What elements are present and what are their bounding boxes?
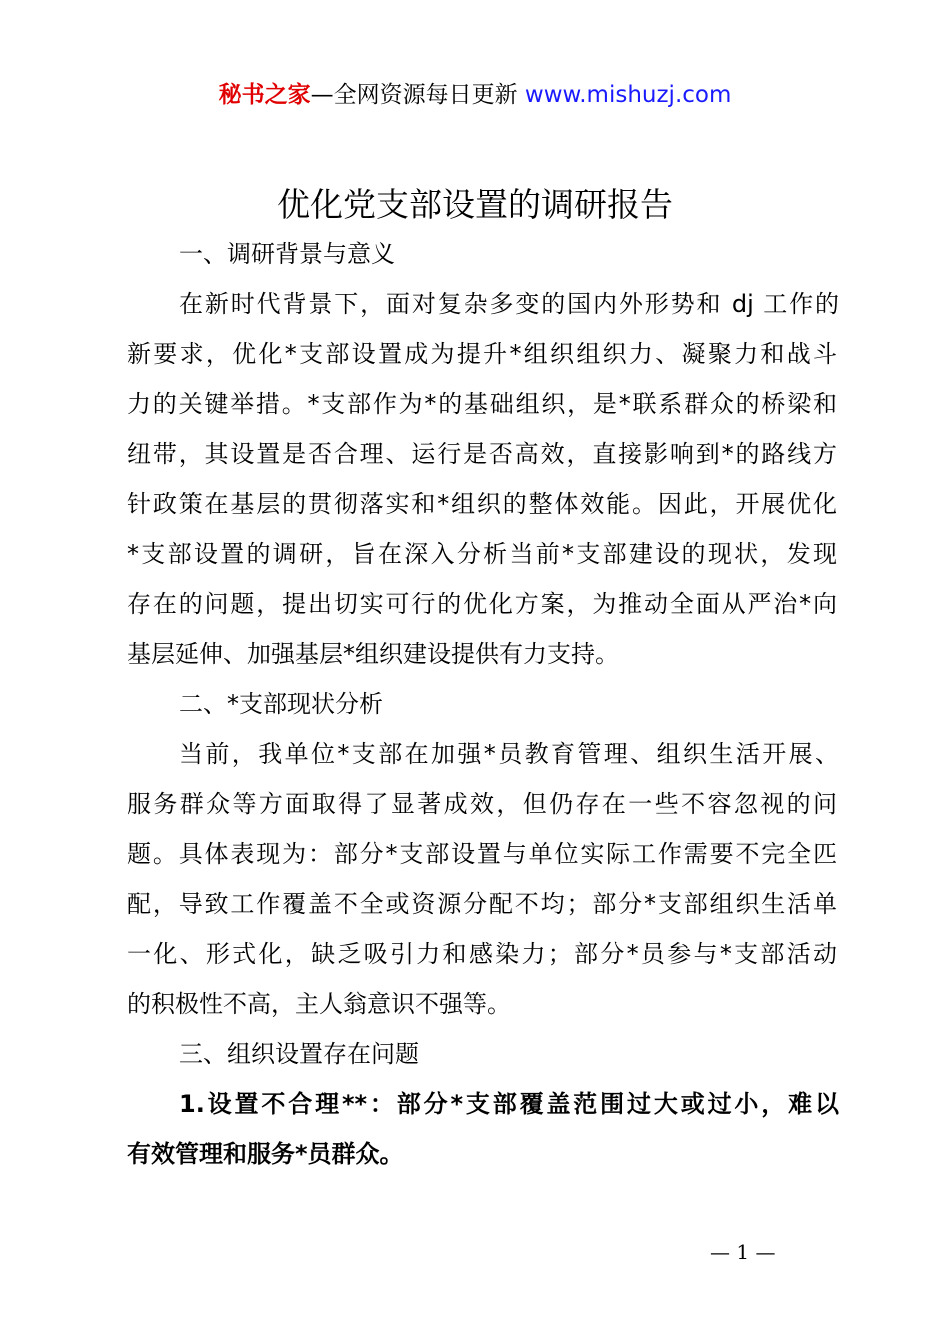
paragraph-line: 针政策在基层的贯彻落实和*组织的整体效能。因此，开展优化 (127, 490, 837, 518)
brand-name: 秘书之家 (218, 82, 311, 108)
paragraph-line: 在新时代背景下，面对复杂多变的国内外形势和 dj 工作的 (179, 290, 839, 318)
paragraph-line: 力的关键举措。*支部作为*的基础组织，是*联系群众的桥梁和 (127, 390, 837, 418)
page-number: — 1 — (710, 1240, 776, 1264)
paragraph-line: 基层延伸、加强基层*组织建设提供有力支持。 (127, 640, 619, 668)
paragraph-line: 一化、形式化，缺乏吸引力和感染力；部分*员参与*支部活动 (127, 940, 837, 968)
section-heading-3: 三、组织设置存在问题 (179, 1040, 419, 1068)
document-title: 优化党支部设置的调研报告 (277, 185, 673, 224)
site-url-link[interactable]: www.mishuzj.com (524, 82, 732, 108)
paragraph-line: 存在的问题，提出切实可行的优化方案，为推动全面从严治*向 (127, 590, 837, 618)
site-header-banner (0, 78, 950, 112)
paragraph-line: 题。具体表现为：部分*支部设置与单位实际工作需要不完全匹 (127, 840, 837, 868)
bold-paragraph-line: 1.设置不合理**：部分*支部覆盖范围过大或过小，难以 (179, 1090, 839, 1118)
paragraph-line: 服务群众等方面取得了显著成效，但仍存在一些不容忽视的问 (127, 790, 837, 818)
paragraph-line: 配，导致工作覆盖不全或资源分配不均；部分*支部组织生活单 (127, 890, 837, 918)
paragraph-line: *支部设置的调研，旨在深入分析当前*支部建设的现状，发现 (127, 540, 837, 568)
header-tagline: —全网资源每日更新 (310, 82, 525, 108)
section-heading-1: 一、调研背景与意义 (179, 240, 395, 268)
paragraph-line: 纽带，其设置是否合理、运行是否高效，直接影响到*的路线方 (127, 440, 837, 468)
bold-paragraph-line: 有效管理和服务*员群众。 (127, 1140, 404, 1168)
section-heading-2: 二、*支部现状分析 (179, 690, 383, 718)
paragraph-line: 的积极性不高，主人翁意识不强等。 (127, 990, 511, 1018)
paragraph-line: 当前，我单位*支部在加强*员教育管理、组织生活开展、 (179, 740, 839, 768)
paragraph-line: 新要求，优化*支部设置成为提升*组织组织力、凝聚力和战斗 (127, 340, 837, 368)
